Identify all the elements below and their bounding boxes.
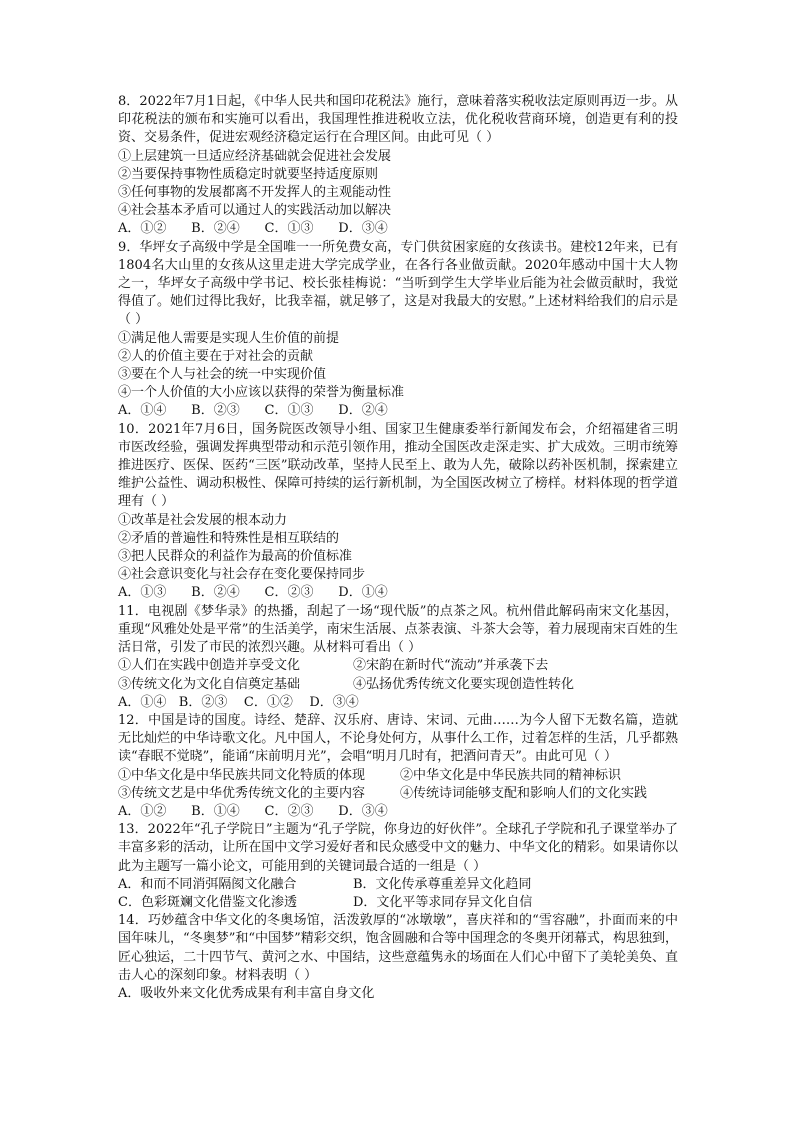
- option: ①满足他人需要是实现人生价值的前提: [118, 330, 340, 346]
- option: A．和而不同消弭隔阂文化融合: [118, 876, 297, 892]
- option: B．文化传承尊重差异文化趋同: [353, 876, 532, 892]
- question-13: [118, 821, 678, 912]
- option: ④一个人价值的大小应该以获得的荣誉为衡量标准: [118, 385, 405, 401]
- answer-choices: A．①③ B．②④ C．②③ D．①④: [118, 585, 388, 601]
- option: A．吸收外来文化优秀成果有利丰富自身文化: [118, 985, 375, 1001]
- option: ①上层建筑一旦适应经济基础就会促进社会发展: [118, 148, 392, 164]
- question-8: [118, 93, 678, 239]
- answer-choices: A．①② B．②④ C．①③ D．③④: [118, 221, 388, 237]
- option: ④社会基本矛盾可以通过人的实践活动加以解决: [118, 203, 392, 219]
- option: ②当要保持事物性质稳定时就要坚持适度原则: [118, 166, 379, 182]
- question-11: [118, 603, 678, 712]
- option-row: [118, 676, 678, 694]
- option: ③传统文化为文化自信奠定基础: [118, 676, 301, 692]
- option: ③传统文艺是中华优秀传统文化的主要内容: [118, 785, 366, 801]
- question-9: [118, 239, 678, 421]
- option: ②宋韵在新时代“流动”并承袭下去: [353, 658, 549, 674]
- option: ①人们在实践中创造并享受文化: [118, 658, 301, 674]
- option: ①中华文化是中华民族共同文化特质的体现: [118, 767, 366, 783]
- option: ④传统诗词能够支配和影响人们的文化实践: [400, 785, 648, 801]
- option-row: [118, 785, 678, 803]
- question-stem: 9．华坪女子高级中学是全国唯一一所免费女高，专门供贫困家庭的女孩读书。建校12年来，已有1804名大山里的女孩从这里走进大学完成学业，在各行各业做贡献。2020年感动中国十大人物之一，华坪女子高级中学书记、校长张桂梅说：“当听到学生大学毕业后能为社会做贡献时，我觉得值了。她们过得比我好，比我幸福，就足够了，这是对我最大的安慰。”上述材料给我们的启示是（ ）: [118, 239, 678, 328]
- question-14: [118, 912, 678, 1003]
- answer-choices: A．①④ B．②③ C．①③ D．②④: [118, 403, 388, 419]
- question-stem: 13．2022年“孔子学院日”主题为“孔子学院，你身边的好伙伴”。全球孔子学院和孔子课堂举办了丰富多彩的活动，让所在国中文学习爱好者和民众感受中文的魅力、中华文化的精彩。如果请你以此为主题写一篇小论文，可能用到的关键词最合适的一组是（ ）: [118, 822, 678, 874]
- option: ③把人民群众的利益作为最高的价值标准: [118, 549, 353, 565]
- option-row: [118, 876, 678, 894]
- exam-page: [118, 93, 678, 1003]
- question-stem: 11．电视剧《梦华录》的热播，刮起了一场“现代版”的点茶之风。杭州借此解码南宋文化基因，重现“风雅处处是平常”的生活美学，南宋生活展、点茶表演、斗茶大会等，着力展现南宋百姓的生活日常，引发了市民的浓烈兴趣。从材料可看出（ ）: [118, 603, 678, 656]
- question-stem: 8．2022年7月1日起，《中华人民共和国印花税法》施行，意味着落实税收法定原则再迈一步。从印花税法的颁布和实施可以看出，我国理性推进税收立法，优化税收营商环境，创造更有利的投资、交易条件，促进宏观经济稳定运行在合理区间。由此可见（ ）: [118, 94, 678, 146]
- option-row: [118, 767, 678, 785]
- answer-choices: A．①④ B．②③ C．①② D．③④: [118, 694, 359, 710]
- question-stem: 12．中国是诗的国度。诗经、楚辞、汉乐府、唐诗、宋词、元曲……为今人留下无数名篇，造就无比灿烂的中华诗歌文化。凡中国人，不论身处何方，从事什么工作，过着怎样的生活，几乎都熟读“春眠不觉晓”，能诵“床前明月光”，会唱“明月几时有，把酒问青天”。由此可见（ ）: [118, 712, 678, 765]
- option: ④弘扬优秀传统文化要实现创造性转化: [353, 676, 575, 692]
- option-row: [118, 894, 678, 912]
- option: ②矛盾的普遍性和特殊性是相互联结的: [118, 530, 340, 546]
- option-row: [118, 657, 678, 675]
- option: ③任何事物的发展都离不开发挥人的主观能动性: [118, 185, 392, 201]
- question-10: [118, 421, 678, 603]
- option: ④社会意识变化与社会存在变化要保持同步: [118, 567, 366, 583]
- question-12: [118, 712, 678, 821]
- option: ②人的价值主要在于对社会的贡献: [118, 348, 314, 364]
- option: C．色彩斑斓文化借鉴文化渗透: [118, 894, 297, 910]
- option: D．文化平等求同存异文化自信: [353, 894, 533, 910]
- question-stem: 10．2021年7月6日，国务院医改领导小组、国家卫生健康委举行新闻发布会，介绍福建省三明市医改经验，强调发挥典型带动和示范引领作用，推动全国医改走深走实、扩大成效。三明市统筹推进医疗、医保、医药“三医”联动改革，坚持人民至上、敢为人先，破除以药补医机制，探索建立维护公益性、调动积极性、保障可持续的运行新机制，为全国医改树立了榜样。材料体现的哲学道理有（ ）: [118, 421, 678, 510]
- question-stem: 14．巧妙蕴含中华文化的冬奥场馆，活泼敦厚的“冰墩墩”，喜庆祥和的“雪容融”，扑面而来的中国年味儿，“冬奥梦”和“中国梦”精彩交织，饱含圆融和合等中国理念的冬奥开闭幕式，构思独到，匠心独运，二十四节气、黄河之水、中国结，这些意蕴隽永的场面在人们心中留下了美轮美奂、直击人心的深刻印象。材料表明（ ）: [118, 913, 678, 983]
- answer-choices: A．①② B．①④ C．②③ D．③④: [118, 803, 388, 819]
- option: ②中华文化是中华民族共同的精神标识: [400, 767, 622, 783]
- option: ③要在个人与社会的统一中实现价值: [118, 367, 327, 383]
- option: ①改革是社会发展的根本动力: [118, 512, 288, 528]
